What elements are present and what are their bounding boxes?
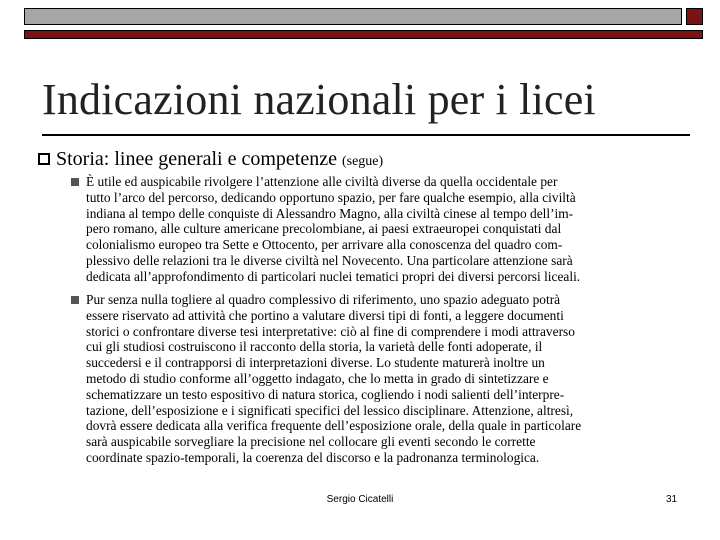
footer-author: Sergio Cicatelli <box>326 494 394 505</box>
title-underline <box>42 134 690 136</box>
slide-title: Indicazioni nazionali per i licei <box>42 75 596 124</box>
text-line: schematizzare un testo espositivo di natura storica, cogliendo i nodi salienti dell’interpre- <box>86 386 565 402</box>
text-line: dedicata all’approfondimento di particolari nuclei tematici propri dei diversi percorsi liceali. <box>86 268 581 284</box>
text-line: coordinate spazio-temporali, la coerenza del discorso e la padronanza terminologica. <box>86 449 540 465</box>
text-line: essere riservato ad attività che portino a valutare diversi tipi di fonti, a leggere documenti <box>86 307 564 323</box>
text-line: dovrà essere dedicata alla verifica frequente dell’esposizione orale, della quale in particolare <box>86 418 582 434</box>
text-line: colonialismo europeo tra Sette e Ottocento, per arrivare alla conoscenza del quadro com- <box>86 237 563 253</box>
text-line: indiana al tempo delle conquiste di Alessandro Magno, alla civiltà cinese al tempo dell’im- <box>86 205 574 221</box>
header-decoration-band <box>24 8 682 25</box>
text-line: metodo di studio conforme all’oggetto indagato, che lo metta in grado di sintetizzare e <box>86 370 549 386</box>
text-line: pero romano, alle culture americane precolombiane, ai paesi extraeuropei conquistati dal <box>86 221 562 237</box>
text-line: tazione, dell’esposizione e i significati specifici del lessico disciplinare. Attenzione, altresì, <box>86 402 574 418</box>
text-line: succedersi e il contrapporsi di interpretazioni diverse. Lo studente maturerà inoltre un <box>86 355 545 371</box>
text-line: tutto l’arco del percorso, dedicando opportuno spazio, per fare qualche esempio, alla civiltà <box>86 189 576 205</box>
text-line: sarà auspicabile sorvegliare la precisione nel collocare gli eventi secondo le corrette <box>86 434 536 450</box>
header-decoration-square <box>686 8 703 25</box>
section-heading <box>38 148 383 171</box>
section-heading-suffix: (segue) <box>341 154 384 169</box>
bullet-paragraph-1 <box>86 174 716 285</box>
square-bullet-icon <box>71 296 79 304</box>
section-heading-text: Storia: linee generali e competenze <box>56 148 337 170</box>
square-bullet-icon <box>71 178 79 186</box>
header-decoration-rule <box>24 30 703 39</box>
hollow-square-bullet-icon <box>38 153 50 165</box>
text-line: storici o confrontare diverse tesi interpretative: ciò al fine di comprendere i modi attraverso <box>86 323 575 339</box>
text-line: cui gli studiosi costruiscono il racconto della storia, la varietà delle fonti adoperate, il <box>86 339 543 355</box>
text-line: È utile ed auspicabile rivolgere l’attenzione alle civiltà diverse da quella occidentale per <box>86 174 558 189</box>
bullet-paragraph-2 <box>86 292 716 466</box>
page-number: 31 <box>666 494 678 505</box>
text-line: Pur senza nulla togliere al quadro complessivo di riferimento, uno spazio adeguato potrà <box>86 292 561 307</box>
text-line: plessivo delle relazioni tra le diverse civiltà nel Novecento. Una particolare attenzione sarà <box>86 252 573 268</box>
